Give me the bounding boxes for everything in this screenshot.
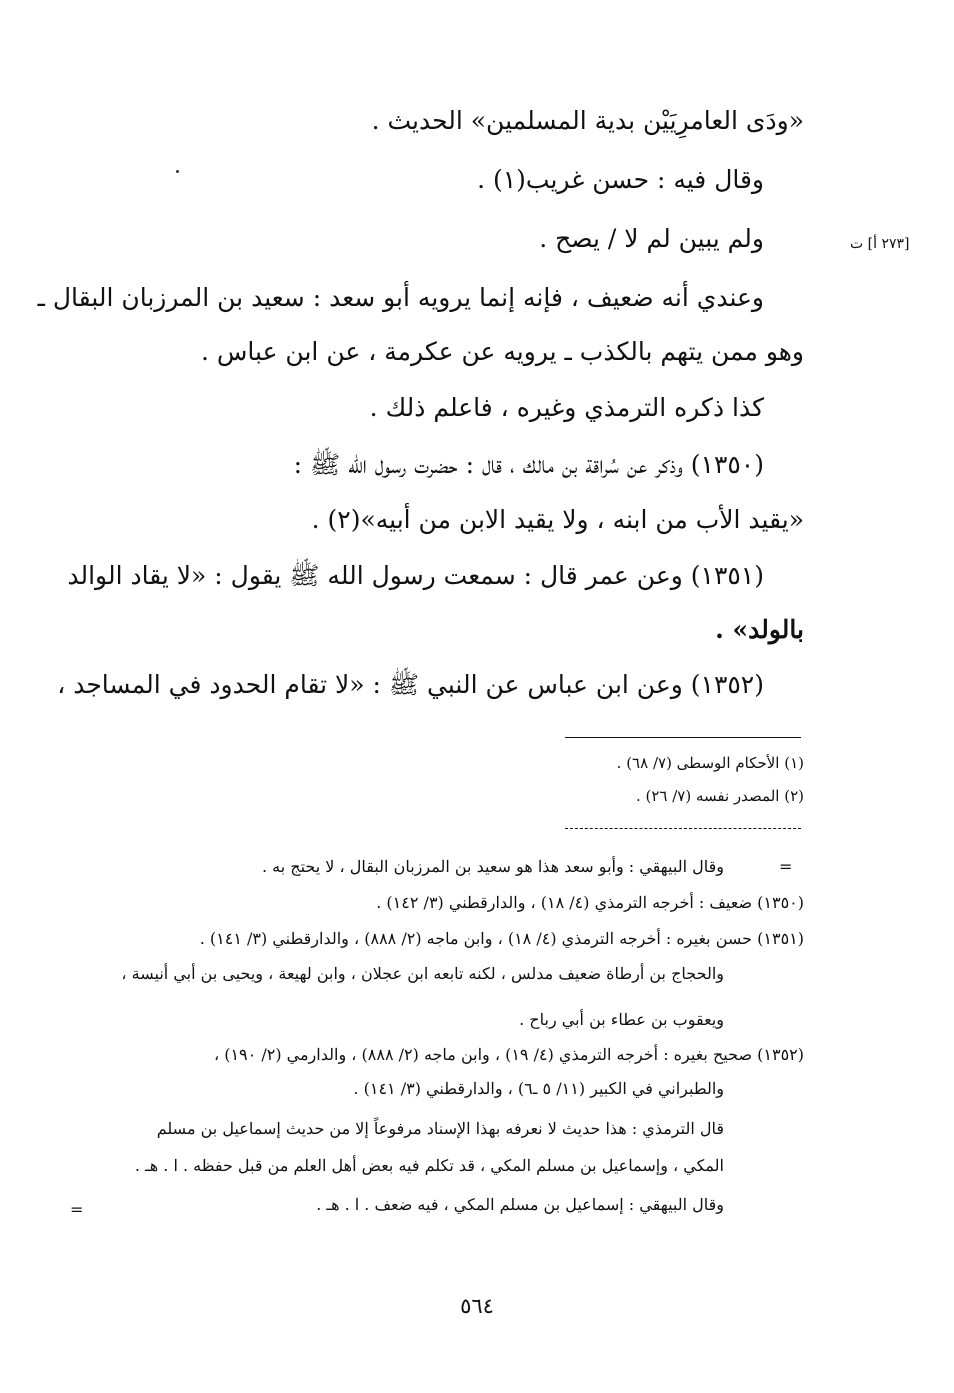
hadith-1350-line-2: «يقيد الأب من ابنه ، ولا يقيد الابن من أبيه»(٢) . [311,505,804,534]
note-line-5: ويعقوب بن عطاء بن أبي رباح . [519,1010,724,1029]
note-line-7: والطبراني في الكبير (١١/ ٥ ـ٦) ، والدارقطني (٣/ ١٤١) . [353,1079,724,1098]
main-text-line-2: وقال فيه : حسن غريب(١) . [477,165,764,194]
main-text-line-3: ولم يبين لم لا / يصح . [539,224,764,253]
note-line-6: (١٣٥٢) صحيح بغيره : أخرجه الترمذي (٤/ ١٩) ، وابن ماجه (٢/ ٨٨٨) ، والدارمي (٢/ ١٩٠) ، [213,1045,804,1064]
page-speck [176,170,179,173]
page-number: ٥٦٤ [460,1294,494,1318]
note-line-10: وقال البيهقي : إسماعيل بن مسلم المكي ، فيه ضعف . ا . هـ . [316,1195,724,1214]
note-line-8: قال الترمذي : هذا حديث لا نعرفه بهذا الإسناد مرفوعاً إلا من حديث إسماعيل بن مسلم [156,1119,724,1138]
margin-folio-note: [٢٧٣ أ] ت [850,236,910,252]
hadith-1352-line-1: (١٣٥٢) وعن ابن عباس عن النبي ﷺ : «لا تقام الحدود في المساجد ، [57,670,764,699]
note-line-4: والحجاج بن أرطاة ضعيف مدلس ، لكنه تابعه ابن عجلان ، وابن لهيعة ، ويحيى بن أبي أنيسة ، [121,964,724,983]
continuation-mark-top: = [779,857,793,876]
note-line-3: (١٣٥١) حسن بغيره : أخرجه الترمذي (٤/ ١٨) ، وابن ماجه (٢/ ٨٨٨) ، والدارقطني (٣/ ١٤١) . [199,929,804,948]
footnote-separator [565,737,801,738]
main-text-line-6: كذا ذكره الترمذي وغيره ، فاعلم ذلك . [369,393,764,422]
note-line-2: (١٣٥٠) ضعيف : أخرجه الترمذي (٤/ ١٨) ، والدارقطني (٣/ ١٤٢) . [376,893,804,912]
hadith-1351-line-2: بالولد» . [715,615,804,644]
main-text-line-1: «ودَى العامرِيَيْن بدية المسلمين» الحديث . [371,106,804,135]
main-text-line-5: وهو ممن يتهم بالكذب ـ يرويه عن عكرمة ، عن ابن عباس . [201,337,804,366]
hadith-1350-line-1: (١٣٥٠) وذكر عن سُراقة بن مالك ، قال : حضرت رسول الله ﷺ : [293,450,764,479]
footnote-2: (٢) المصدر نفسه (٧/ ٢٦) . [635,787,804,805]
footnote-1: (١) الأحكام الوسطى (٧/ ٦٨) . [616,754,804,772]
note-line-9: المكي ، وإسماعيل بن مسلم المكي ، قد تكلم فيه بعض أهل العلم من قبل حفظه . ا . هـ . [134,1156,724,1175]
continuation-mark-bottom: = [70,1200,84,1219]
main-text-line-4: وعندي أنه ضعيف ، فإنه إنما يرويه أبو سعد : سعيد بن المرزبان البقال ـ [37,283,764,312]
notes-separator [565,828,801,829]
note-line-1: وقال البيهقي : وأبو سعد هذا هو سعيد بن المرزبان البقال ، لا يحتج به . [261,857,724,876]
hadith-1351-line-1: (١٣٥١) وعن عمر قال : سمعت رسول الله ﷺ يقول : «لا يقاد الوالد [67,561,764,590]
